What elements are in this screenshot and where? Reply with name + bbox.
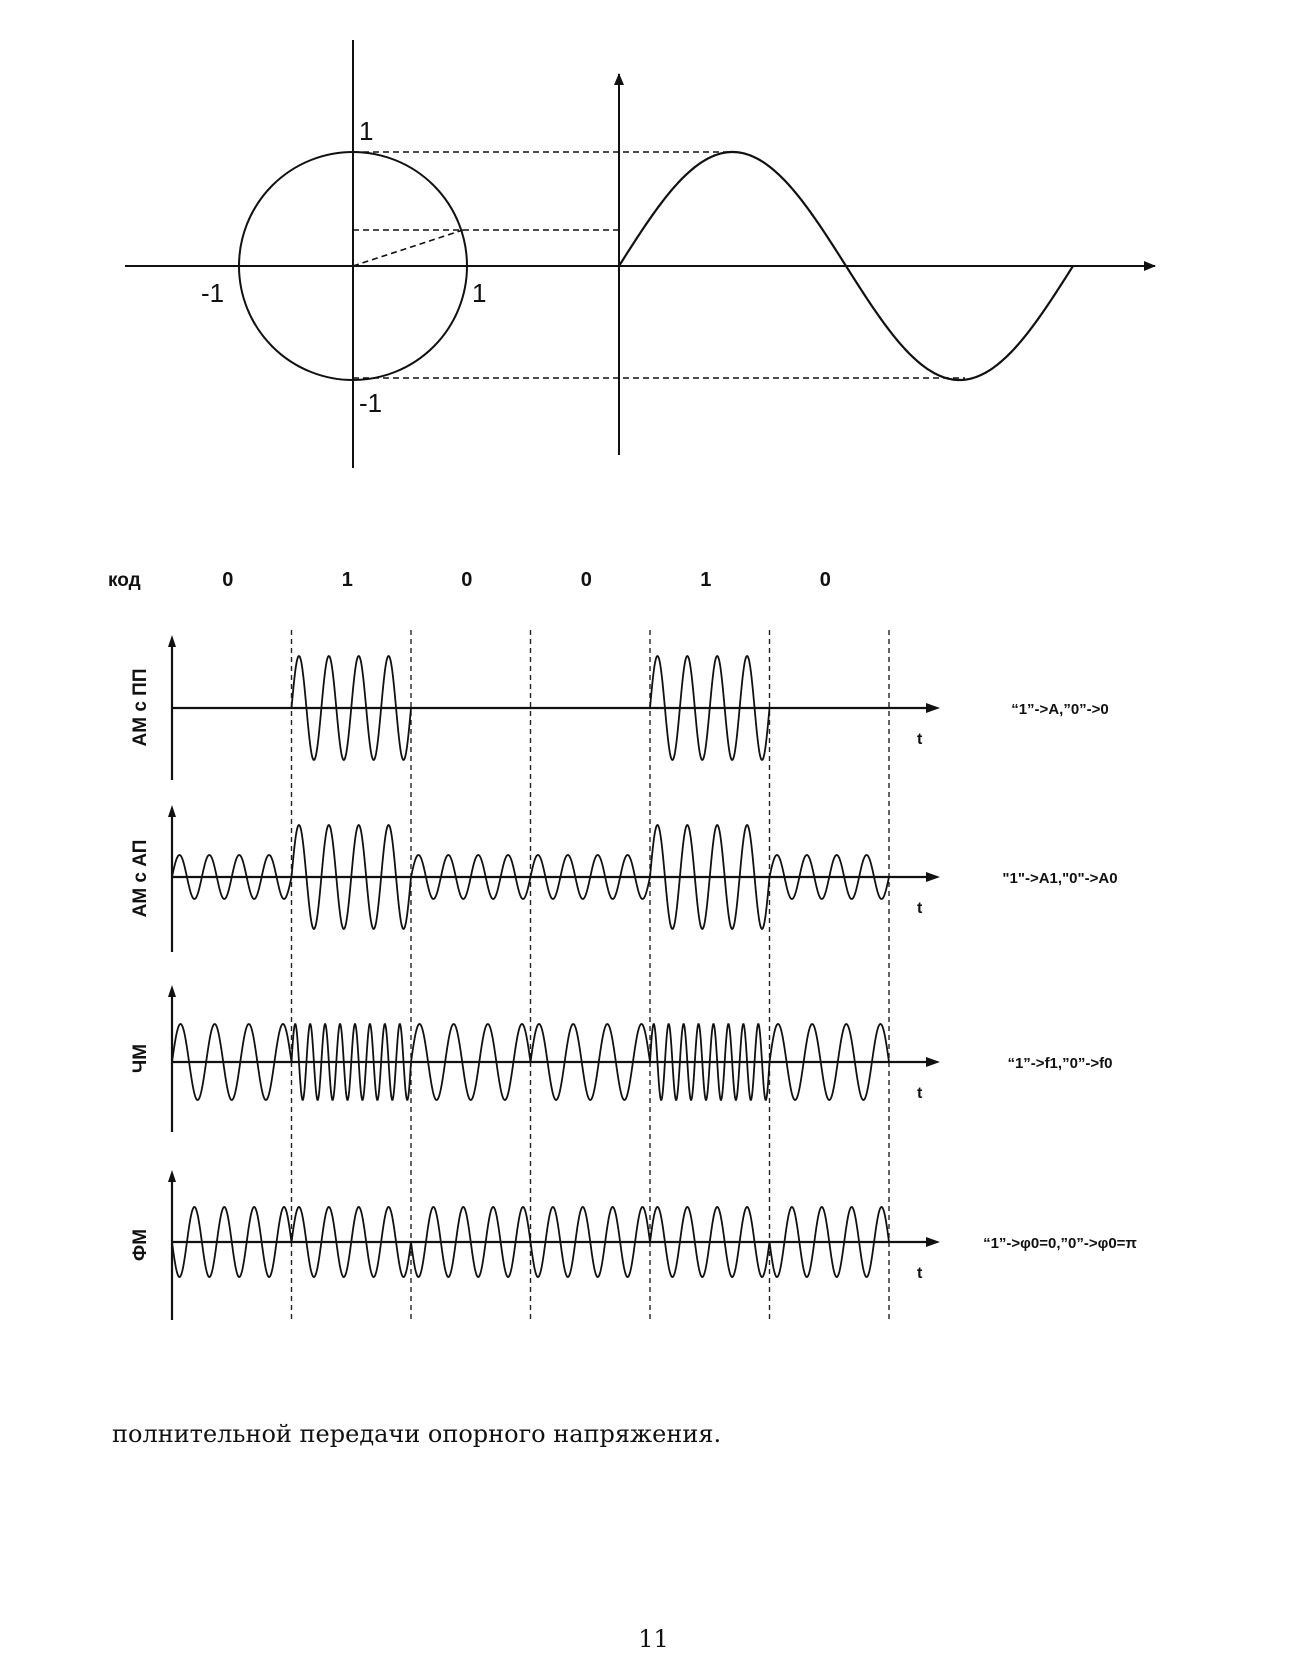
label-right-one: 1 [472, 278, 487, 308]
signal-waveform [292, 825, 412, 929]
page-number: 11 [638, 1625, 669, 1653]
modulation-rows [130, 635, 1137, 1320]
modulation-row [130, 635, 1109, 780]
signal-waveform [531, 1024, 651, 1100]
row-rule-label: “1”->f1,”0”->f0 [1007, 1055, 1113, 1072]
row-vertical-axis-arrow [168, 805, 176, 817]
row-rule-label: “1”->φ0=0,”0”->φ0=π [983, 1235, 1137, 1252]
label-bottom-minus-one: -1 [359, 388, 383, 418]
signal-waveform [292, 1024, 412, 1100]
row-time-axis-arrow [926, 703, 940, 713]
bit-label: 0 [580, 569, 592, 591]
signal-waveform [172, 1207, 292, 1277]
signal-waveform [172, 855, 292, 899]
signal-waveform [411, 1024, 531, 1100]
unit-circle-sine-figure [0, 0, 1307, 500]
signal-waveform [770, 855, 890, 899]
row-name-label: ЧМ [130, 1043, 151, 1074]
time-axis-label: t [917, 900, 923, 917]
row-time-axis-arrow [926, 1237, 940, 1247]
time-axis-label: t [917, 1265, 923, 1282]
bit-label: 0 [461, 569, 473, 591]
row-vertical-axis-arrow [168, 985, 176, 997]
bit-label: 1 [341, 569, 353, 591]
bit-labels [222, 569, 831, 591]
row-rule-label: "1"->А1,"0"->А0 [1002, 870, 1118, 887]
time-axis-label: t [917, 1085, 923, 1102]
signal-waveform [650, 656, 770, 760]
signal-waveform [770, 1207, 890, 1277]
row-time-axis-arrow [926, 872, 940, 882]
signal-waveform [172, 1024, 292, 1100]
bit-label: 0 [222, 569, 234, 591]
modulation-row [130, 1170, 1137, 1320]
bit-dividers [292, 630, 890, 1322]
row-time-axis-arrow [926, 1057, 940, 1067]
time-axis-label: t [917, 731, 923, 748]
row-vertical-axis-arrow [168, 1170, 176, 1182]
row-name-label: ФМ [130, 1228, 151, 1262]
signal-waveform [292, 1207, 412, 1277]
body-text-line: полнительной передачи опорного напряжения. [112, 1420, 722, 1448]
row-name-label: АМ с ПП [130, 668, 151, 747]
bit-label: 0 [819, 569, 831, 591]
signal-waveform [770, 1024, 890, 1100]
signal-waveform [650, 1024, 770, 1100]
signal-waveform [411, 855, 531, 899]
signal-waveform [650, 1207, 770, 1277]
label-left-minus-one: -1 [201, 278, 225, 308]
row-name-label: АМ с АП [130, 839, 151, 918]
row-rule-label: “1”->А,”0”->0 [1011, 701, 1109, 718]
bit-label: 1 [700, 569, 712, 591]
modulation-row [130, 985, 1113, 1132]
signal-waveform [292, 656, 412, 760]
signal-waveform [650, 825, 770, 929]
signal-waveform [531, 1207, 651, 1277]
modulation-row [130, 805, 1118, 952]
signal-waveform [531, 855, 651, 899]
label-top-one: 1 [359, 116, 374, 146]
radius-line [353, 230, 463, 266]
signal-waveform [411, 1207, 531, 1277]
code-label: код [108, 570, 141, 591]
row-vertical-axis-arrow [168, 635, 176, 647]
